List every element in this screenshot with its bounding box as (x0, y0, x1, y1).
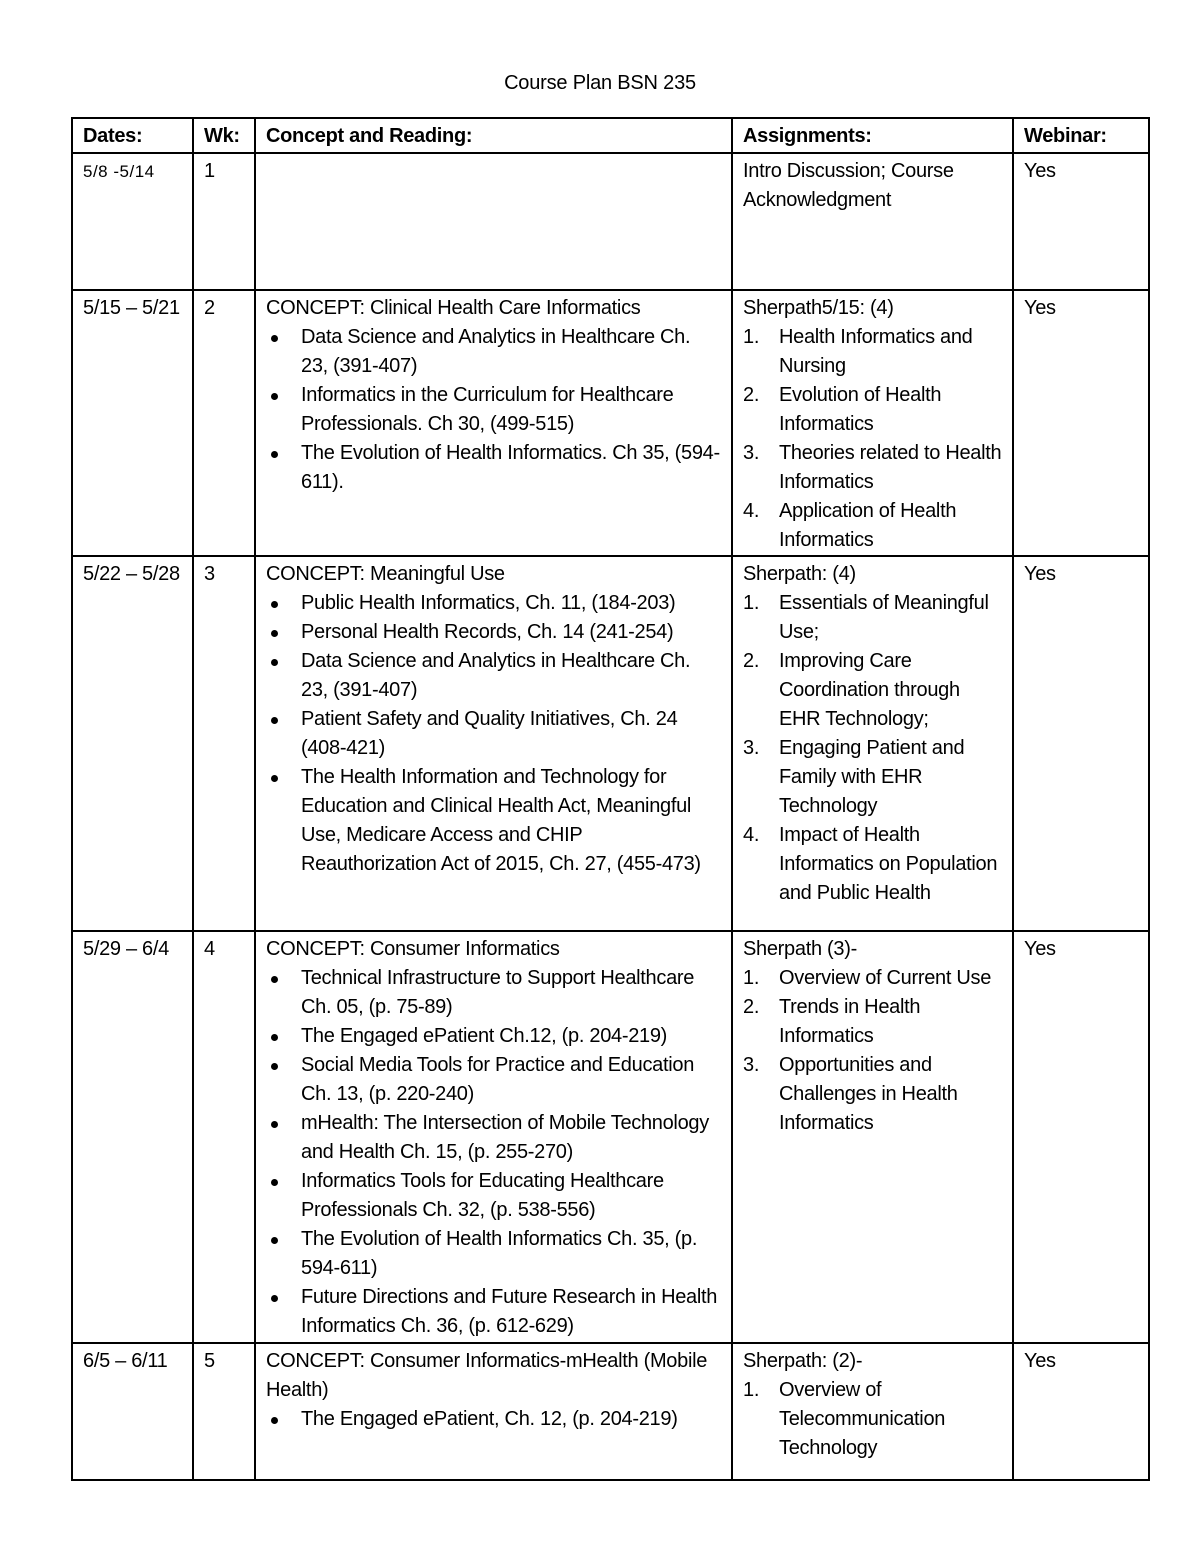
assignment-number: 1. (743, 592, 760, 614)
assignment-item (743, 734, 1003, 821)
reading-item: Patient Safety and Quality Initiatives, Ch. 24 (408-421) (301, 705, 722, 763)
concept-title: CONCEPT: Consumer Informatics (266, 938, 560, 960)
assignments-list (743, 589, 1003, 908)
assignment-text: Impact of Health Informatics on Population and Public Health (779, 824, 998, 904)
reading-item: Informatics Tools for Educating Healthcare Professionals Ch. 32, (p. 538-556) (301, 1167, 722, 1225)
assignment-item (743, 439, 1003, 497)
concept-cell (255, 931, 732, 1343)
table-row (72, 556, 1149, 931)
webinar-cell: Yes (1013, 290, 1149, 556)
assignment-item (743, 589, 1003, 647)
assignments-cell (732, 290, 1013, 556)
concept-title: CONCEPT: Meaningful Use (266, 563, 505, 585)
dates-cell: 5/15 – 5/21 (72, 290, 193, 556)
reading-item: The Engaged ePatient, Ch. 12, (p. 204-219) (301, 1405, 722, 1434)
assignment-item (743, 647, 1003, 734)
assignments-cell (732, 1343, 1013, 1480)
table-header-row (72, 118, 1149, 153)
assignment-item (743, 1376, 1003, 1463)
reading-item: Personal Health Records, Ch. 14 (241-254) (301, 618, 722, 647)
reading-item: mHealth: The Intersection of Mobile Technology and Health Ch. 15, (p. 255-270) (301, 1109, 722, 1167)
reading-item: Data Science and Analytics in Healthcare Ch. 23, (391-407) (301, 323, 722, 381)
assignment-number: 1. (743, 1379, 760, 1401)
assignment-item (743, 1051, 1003, 1138)
dates-cell: 6/5 – 6/11 (72, 1343, 193, 1480)
reading-item: Public Health Informatics, Ch. 11, (184-203) (301, 589, 722, 618)
dates-cell: 5/22 – 5/28 (72, 556, 193, 931)
assignment-text: Theories related to Health Informatics (779, 442, 1002, 493)
assignment-text: Overview of Telecommunication Technology (779, 1379, 946, 1459)
webinar-cell: Yes (1013, 556, 1149, 931)
assignments-cell (732, 556, 1013, 931)
assignment-number: 4. (743, 824, 760, 846)
wk-cell: 1 (193, 153, 255, 290)
readings-list (266, 964, 722, 1341)
assignment-item (743, 381, 1003, 439)
assignments-header: Intro Discussion; Course Acknowledgment (743, 160, 954, 211)
reading-item: Data Science and Analytics in Healthcare Ch. 23, (391-407) (301, 647, 722, 705)
assignment-text: Engaging Patient and Family with EHR Technology (779, 737, 965, 817)
assignments-header: Sherpath5/15: (4) (743, 297, 894, 319)
header-dates: Dates: (72, 118, 193, 153)
dates-text: 5/8 -5/14 (83, 162, 155, 181)
header-wk: Wk: (193, 118, 255, 153)
document-title: Course Plan BSN 235 (504, 72, 696, 94)
header-concept: Concept and Reading: (255, 118, 732, 153)
assignment-number: 2. (743, 996, 760, 1018)
reading-item: The Engaged ePatient Ch.12, (p. 204-219) (301, 1022, 722, 1051)
assignments-header: Sherpath: (4) (743, 563, 856, 585)
assignment-text: Improving Care Coordination through EHR Technology; (779, 650, 960, 730)
reading-item: Informatics in the Curriculum for Healthcare Professionals. Ch 30, (499-515) (301, 381, 722, 439)
dates-cell: 5/29 – 6/4 (72, 931, 193, 1343)
readings-list (266, 589, 722, 879)
assignment-number: 3. (743, 1054, 760, 1076)
reading-item: Technical Infrastructure to Support Healthcare Ch. 05, (p. 75-89) (301, 964, 722, 1022)
assignment-text: Application of Health Informatics (779, 500, 957, 551)
concept-cell (255, 153, 732, 290)
course-plan-table (71, 117, 1150, 1481)
table-row (72, 931, 1149, 1343)
assignment-text: Opportunities and Challenges in Health Informatics (779, 1054, 958, 1134)
concept-cell (255, 290, 732, 556)
assignments-list (743, 323, 1003, 555)
assignment-number: 2. (743, 384, 760, 406)
header-assignments: Assignments: (732, 118, 1013, 153)
wk-cell: 3 (193, 556, 255, 931)
assignment-item (743, 964, 1003, 993)
assignments-list (743, 1376, 1003, 1463)
assignment-number: 1. (743, 326, 760, 348)
assignment-item (743, 821, 1003, 908)
assignment-number: 3. (743, 737, 760, 759)
assignment-number: 4. (743, 500, 760, 522)
reading-item: The Health Information and Technology for Education and Clinical Health Act, Meaningful Use, Medicare Access and CHIP Reauthorization Act of 2015, Ch. 27, (455-473) (301, 763, 722, 879)
wk-cell: 4 (193, 931, 255, 1343)
concept-title: CONCEPT: Clinical Health Care Informatics (266, 297, 641, 319)
webinar-cell: Yes (1013, 153, 1149, 290)
assignment-item (743, 323, 1003, 381)
webinar-cell: Yes (1013, 931, 1149, 1343)
reading-item: Social Media Tools for Practice and Education Ch. 13, (p. 220-240) (301, 1051, 722, 1109)
table-row (72, 290, 1149, 556)
assignments-cell (732, 931, 1013, 1343)
assignment-item (743, 993, 1003, 1051)
assignments-header: Sherpath: (2)- (743, 1350, 863, 1372)
assignments-list (743, 964, 1003, 1138)
webinar-cell: Yes (1013, 1343, 1149, 1480)
assignment-item (743, 497, 1003, 555)
wk-cell: 5 (193, 1343, 255, 1480)
table-row (72, 1343, 1149, 1480)
concept-cell (255, 556, 732, 931)
assignment-text: Overview of Current Use (779, 967, 992, 989)
assignment-text: Trends in Health Informatics (779, 996, 921, 1047)
assignment-number: 1. (743, 967, 760, 989)
assignments-header: Sherpath (3)- (743, 938, 857, 960)
assignment-text: Health Informatics and Nursing (779, 326, 973, 377)
readings-list (266, 323, 722, 497)
assignment-text: Evolution of Health Informatics (779, 384, 942, 435)
reading-item: Future Directions and Future Research in Health Informatics Ch. 36, (p. 612-629) (301, 1283, 722, 1341)
header-webinar: Webinar: (1013, 118, 1149, 153)
wk-cell: 2 (193, 290, 255, 556)
table-row (72, 153, 1149, 290)
dates-cell (72, 153, 193, 290)
readings-list (266, 1405, 722, 1434)
reading-item: The Evolution of Health Informatics Ch. 35, (p. 594-611) (301, 1225, 722, 1283)
assignment-number: 2. (743, 650, 760, 672)
concept-cell (255, 1343, 732, 1480)
assignments-cell (732, 153, 1013, 290)
assignment-text: Essentials of Meaningful Use; (779, 592, 989, 643)
concept-title: CONCEPT: Consumer Informatics-mHealth (Mobile Health) (266, 1350, 708, 1401)
assignment-number: 3. (743, 442, 760, 464)
reading-item: The Evolution of Health Informatics. Ch 35, (594-611). (301, 439, 722, 497)
